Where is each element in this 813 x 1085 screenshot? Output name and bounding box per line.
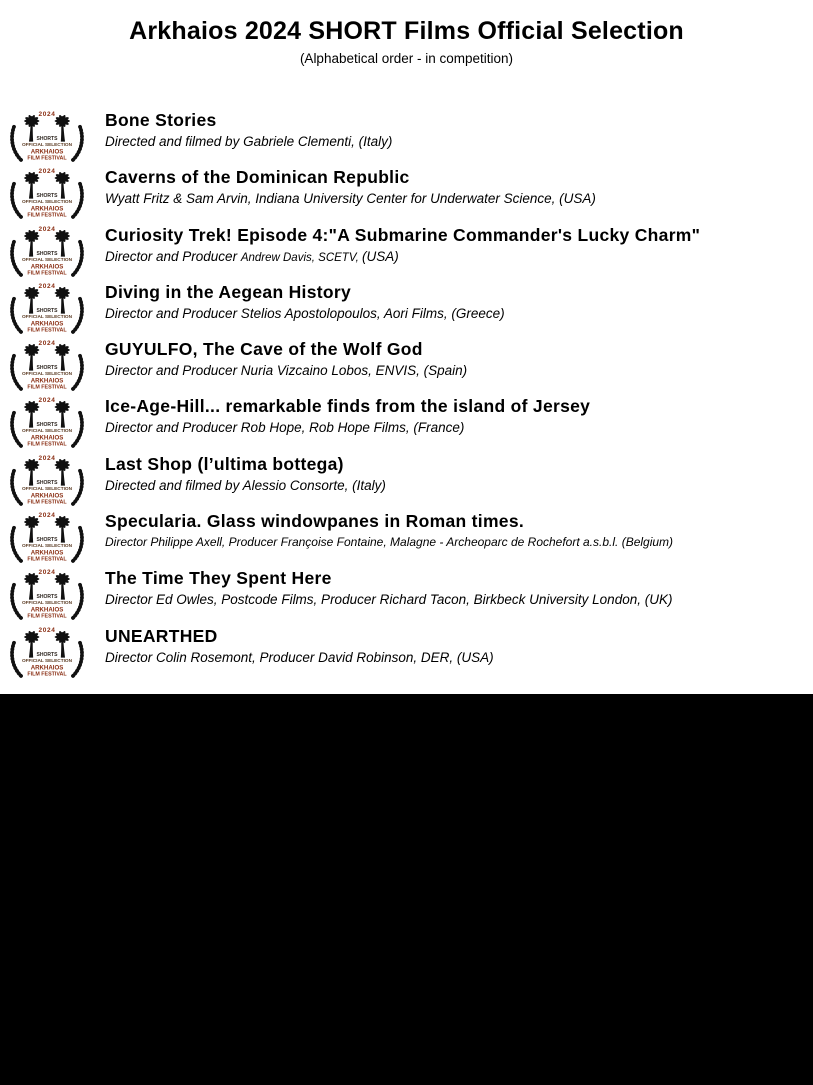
laurel-badge-icon	[8, 337, 86, 392]
laurel-badge-icon	[8, 509, 86, 564]
film-credit: Director Colin Rosemont, Producer David Robinson, DER, (USA)	[105, 649, 494, 665]
page-header	[0, 0, 813, 67]
film-text-block	[105, 280, 505, 322]
film-credit: Directed and filmed by Alessio Consorte, (Italy)	[105, 477, 386, 493]
laurel-badge-icon	[8, 280, 86, 335]
film-title: Caverns of the Dominican Republic	[105, 167, 410, 188]
laurel-badge-icon	[8, 165, 86, 220]
film-title: UNEARTHED	[105, 625, 218, 646]
film-credit: Director and Producer Stelios Apostolopoulos, Aori Films, (Greece)	[105, 305, 505, 321]
film-text-block	[105, 624, 494, 666]
film-text-block	[105, 566, 672, 608]
film-entry	[0, 566, 813, 623]
laurel-badge-icon	[8, 566, 86, 621]
film-text-block	[105, 108, 392, 150]
page-subtitle: (Alphabetical order - in competition)	[299, 51, 514, 66]
film-credit-part: Director and Producer	[105, 248, 241, 264]
film-entry	[0, 509, 813, 566]
film-entry	[0, 337, 813, 394]
film-text-block	[105, 452, 386, 494]
laurel-badge-icon	[8, 223, 86, 278]
film-entry	[0, 452, 813, 509]
film-entry	[0, 624, 813, 681]
film-title: Diving in the Aegean History	[105, 281, 351, 302]
film-title: Curiosity Trek! Episode 4:"A Submarine Commander's Lucky Charm"	[105, 224, 701, 245]
film-credit: Director and Producer Nuria Vizcaino Lobos, ENVIS, (Spain)	[105, 363, 468, 379]
film-entry	[0, 394, 813, 451]
film-title: GUYULFO, The Cave of the Wolf God	[105, 339, 423, 360]
film-text-block	[105, 394, 590, 436]
film-credit: Director and Producer Rob Hope, Rob Hope Films, (France)	[105, 420, 465, 436]
film-text-block	[105, 337, 467, 379]
film-text-block	[105, 165, 596, 207]
film-credit-part: Andrew Davis, SCETV,	[240, 251, 363, 264]
film-entry	[0, 165, 813, 222]
film-title: Ice-Age-Hill... remarkable finds from the island of Jersey	[105, 396, 591, 417]
film-title: Last Shop (l’ultima bottega)	[105, 453, 344, 474]
page-title: Arkhaios 2024 SHORT Films Official Selection	[129, 17, 684, 45]
laurel-badge-icon	[8, 108, 86, 163]
laurel-badge-icon	[8, 394, 86, 449]
letterbox-black-area	[0, 694, 813, 1085]
film-entry	[0, 280, 813, 337]
film-entry	[0, 223, 813, 280]
film-credit	[105, 248, 700, 267]
film-entry	[0, 108, 813, 165]
film-title: The Time They Spent Here	[105, 568, 332, 589]
film-credit-part: (USA)	[362, 248, 399, 264]
laurel-badge-icon	[8, 452, 86, 507]
film-credit: Directed and filmed by Gabriele Clementi, (Italy)	[105, 134, 393, 149]
laurel-badge-icon	[8, 624, 86, 679]
film-credit: Director Ed Owles, Postcode Films, Producer Richard Tacon, Birkbeck University London, (UK)	[105, 592, 673, 608]
film-text-block	[105, 223, 700, 267]
film-credit: Director Philippe Axell, Producer Françoise Fontaine, Malagne - Archeoparc de Rochefort a.s.b.l. (Belgium)	[105, 535, 674, 550]
film-title: Specularia. Glass windowpanes in Roman times.	[105, 511, 525, 532]
film-credit: Wyatt Fritz & Sam Arvin, Indiana University Center for Underwater Science, (USA)	[105, 191, 596, 207]
film-list	[0, 108, 813, 681]
film-text-block	[105, 509, 673, 551]
film-title: Bone Stories	[105, 110, 217, 130]
